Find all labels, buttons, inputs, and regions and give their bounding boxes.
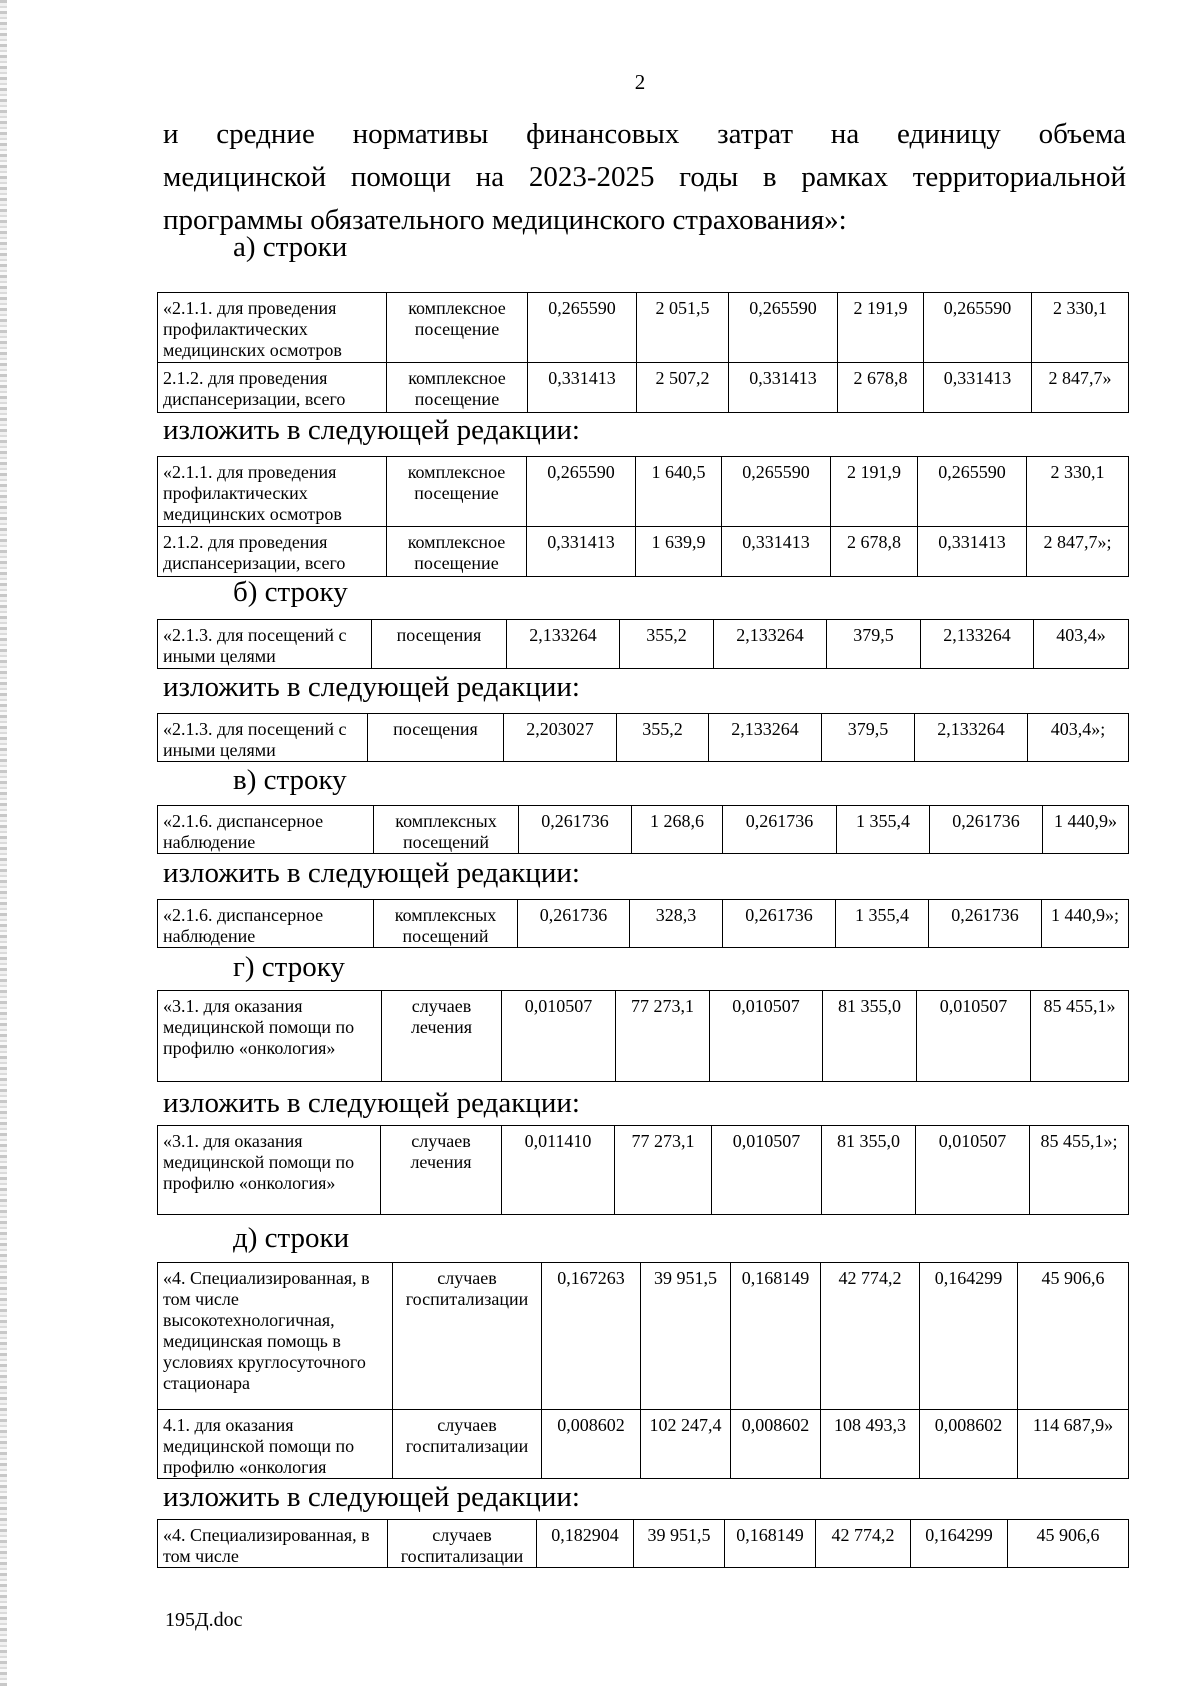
indicator-cell: 4.1. для оказания медицинской помощи по профилю «онкология [158,1410,393,1479]
value-cell: 45 906,6 [1008,1520,1129,1568]
table-row [158,457,1129,527]
table-row [158,714,1129,762]
value-cell: 0,265590 [924,293,1032,363]
value-cell: 2,133264 [921,620,1034,669]
value-cell: 2,133264 [507,620,620,669]
indicator-cell: «3.1. для оказания медицинской помощи по профилю «онкология» [158,991,382,1082]
table-row [158,363,1129,413]
value-cell: 108 493,3 [821,1410,920,1479]
value-cell: 42 774,2 [821,1263,920,1410]
value-cell: 0,010507 [712,1126,822,1215]
value-cell: 1 639,9 [636,527,722,577]
value-cell: 0,265590 [918,457,1027,527]
replace-label: изложить в следующей редакции: [163,1481,580,1513]
indicator-cell: «2.1.1. для проведения профилактических медицинских осмотров [158,457,387,527]
scan-edge [0,0,7,1686]
value-cell: 1 355,4 [836,900,929,948]
value-cell: 81 355,0 [822,1126,916,1215]
value-cell: 379,5 [822,714,915,762]
value-cell: 0,261736 [723,900,836,948]
value-cell: 45 906,6 [1018,1263,1129,1410]
value-cell: 2 051,5 [637,293,729,363]
value-cell: 0,265590 [527,457,636,527]
value-cell: 2 847,7» [1032,363,1129,413]
unit-cell: комплексное посещение [387,293,528,363]
unit-cell: комплексное посещение [387,363,528,413]
section-label-b: б) строку [233,576,348,608]
value-cell: 0,331413 [918,527,1027,577]
value-cell: 1 268,6 [632,806,723,854]
table-row [158,1126,1129,1215]
value-cell: 0,261736 [723,806,837,854]
indicator-cell: «2.1.6. диспансерное наблюдение [158,806,374,854]
value-cell: 403,4»; [1028,714,1129,762]
table-row [158,1410,1129,1479]
indicator-cell: «2.1.6. диспансерное наблюдение [158,900,374,948]
table-g-old [157,990,1129,1082]
intro-line: программы обязательного медицинского страхования»: [163,204,847,236]
unit-cell: случаев госпитализации [393,1410,542,1479]
value-cell: 0,265590 [528,293,637,363]
table-row [158,620,1129,669]
section-label-v: в) строку [233,764,347,796]
value-cell: 114 687,9» [1018,1410,1129,1479]
value-cell: 0,164299 [920,1263,1018,1410]
replace-label: изложить в следующей редакции: [163,857,580,889]
unit-cell: случаев госпитализации [388,1520,537,1568]
table-a-new [157,456,1129,577]
value-cell: 39 951,5 [634,1520,725,1568]
table-g-new [157,1125,1129,1215]
table-d-old [157,1262,1129,1479]
value-cell: 0,261736 [518,900,630,948]
unit-cell: комплексное посещение [387,527,527,577]
section-label-d: д) строки [233,1222,350,1254]
value-cell: 355,2 [620,620,714,669]
value-cell: 0,331413 [729,363,838,413]
intro-line: медицинской помощи на 2023-2025 годы в рамках территориальной [163,161,1126,193]
section-label-a: а) строки [233,231,348,263]
value-cell: 0,331413 [528,363,637,413]
value-cell: 2,133264 [915,714,1028,762]
table-row [158,527,1129,577]
value-cell: 0,167263 [542,1263,641,1410]
unit-cell: комплексных посещений [374,900,518,948]
value-cell: 0,261736 [930,806,1043,854]
value-cell: 2 330,1 [1032,293,1129,363]
value-cell: 0,265590 [722,457,831,527]
value-cell: 1 440,9»; [1042,900,1129,948]
value-cell: 42 774,2 [816,1520,911,1568]
value-cell: 2 847,7»; [1027,527,1129,577]
value-cell: 328,3 [630,900,723,948]
value-cell: 1 640,5 [636,457,722,527]
value-cell: 0,265590 [729,293,838,363]
indicator-cell: «3.1. для оказания медицинской помощи по профилю «онкология» [158,1126,381,1215]
table-d-new [157,1519,1129,1568]
unit-cell: случаев лечения [382,991,502,1082]
replace-label: изложить в следующей редакции: [163,414,580,446]
value-cell: 0,011410 [502,1126,615,1215]
value-cell: 0,182904 [537,1520,634,1568]
value-cell: 0,010507 [502,991,616,1082]
value-cell: 2,203027 [504,714,617,762]
value-cell: 0,168149 [725,1520,816,1568]
value-cell: 77 273,1 [615,1126,712,1215]
value-cell: 0,010507 [916,1126,1030,1215]
replace-label: изложить в следующей редакции: [163,671,580,703]
indicator-cell: «2.1.1. для проведения профилактических медицинских осмотров [158,293,387,363]
indicator-cell: «2.1.3. для посещений с иными целями [158,714,368,762]
unit-cell: комплексное посещение [387,457,527,527]
value-cell: 77 273,1 [616,991,710,1082]
value-cell: 0,331413 [527,527,636,577]
table-row [158,991,1129,1082]
value-cell: 81 355,0 [823,991,917,1082]
value-cell: 2 507,2 [637,363,729,413]
value-cell: 0,261736 [519,806,632,854]
section-label-g: г) строку [233,951,345,983]
value-cell: 2 191,9 [838,293,924,363]
value-cell: 355,2 [617,714,709,762]
value-cell: 85 455,1» [1031,991,1129,1082]
indicator-cell: 2.1.2. для проведения диспансеризации, всего [158,363,387,413]
indicator-cell: «4. Специализированная, в том числе [158,1520,388,1568]
value-cell: 0,331413 [722,527,831,577]
table-b-old [157,619,1129,669]
replace-label: изложить в следующей редакции: [163,1087,580,1119]
value-cell: 2 330,1 [1027,457,1129,527]
unit-cell: посещения [372,620,507,669]
unit-cell: комплексных посещений [374,806,519,854]
table-v-new [157,899,1129,948]
table-row [158,293,1129,363]
value-cell: 0,331413 [924,363,1032,413]
value-cell: 0,008602 [542,1410,641,1479]
value-cell: 403,4» [1034,620,1129,669]
value-cell: 2 191,9 [831,457,918,527]
value-cell: 0,168149 [731,1263,821,1410]
intro-paragraph [163,113,1126,242]
unit-cell: случаев госпитализации [393,1263,542,1410]
value-cell: 85 455,1»; [1030,1126,1129,1215]
value-cell: 0,261736 [929,900,1042,948]
intro-line: и средние нормативы финансовых затрат на единицу объема [163,118,1126,150]
table-a-old [157,292,1129,413]
table-row [158,1520,1129,1568]
unit-cell: посещения [368,714,504,762]
value-cell: 0,010507 [710,991,823,1082]
value-cell: 2 678,8 [831,527,918,577]
value-cell: 2,133264 [709,714,822,762]
value-cell: 379,5 [827,620,921,669]
table-row [158,806,1129,854]
value-cell: 0,008602 [920,1410,1018,1479]
value-cell: 2,133264 [714,620,827,669]
page-number: 2 [634,70,646,94]
indicator-cell: «2.1.3. для посещений с иными целями [158,620,372,669]
value-cell: 2 678,8 [838,363,924,413]
table-b-new [157,713,1129,762]
table-v-old [157,805,1129,854]
value-cell: 0,008602 [731,1410,821,1479]
file-name-footer: 195Д.doc [165,1609,243,1631]
value-cell: 1 355,4 [837,806,930,854]
unit-cell: случаев лечения [381,1126,502,1215]
value-cell: 0,010507 [917,991,1031,1082]
indicator-cell: 2.1.2. для проведения диспансеризации, всего [158,527,387,577]
indicator-cell: «4. Специализированная, в том числе высокотехнологичная, медицинская помощь в условиях круглосуточного стационара [158,1263,393,1410]
value-cell: 39 951,5 [641,1263,731,1410]
value-cell: 1 440,9» [1043,806,1129,854]
value-cell: 0,164299 [911,1520,1008,1568]
table-row [158,1263,1129,1410]
value-cell: 102 247,4 [641,1410,731,1479]
table-row [158,900,1129,948]
